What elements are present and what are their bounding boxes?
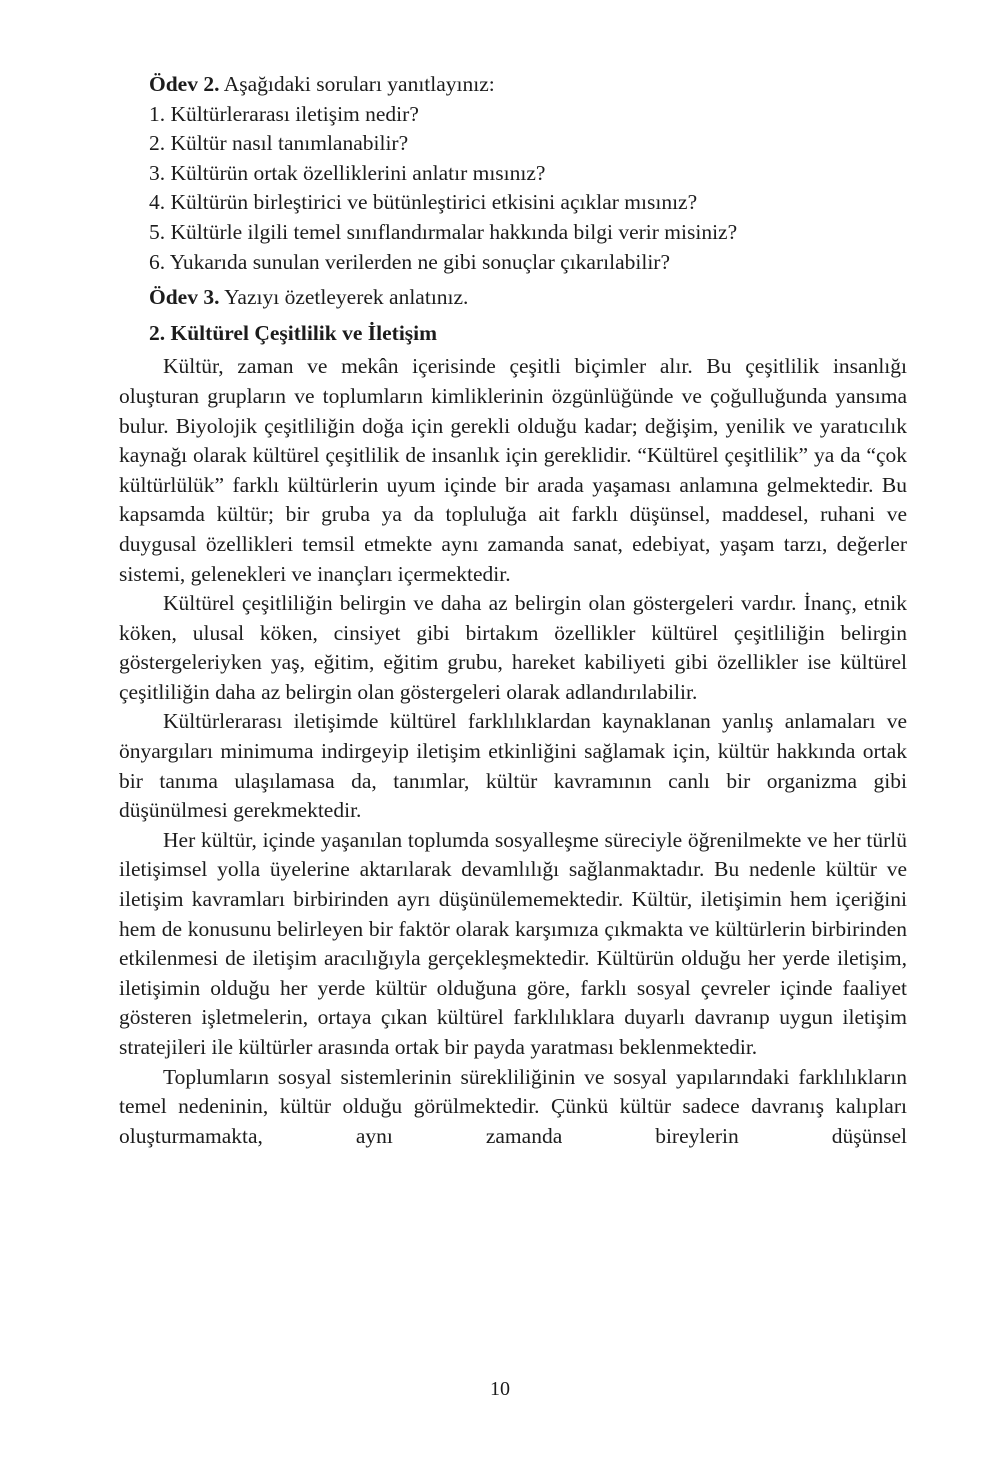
assignment-2-label: Ödev 2.	[149, 72, 220, 96]
section-heading: 2. Kültürel Çeşitlilik ve İletişim	[149, 320, 438, 345]
question-1: 1. Kültürlerarası iletişim nedir?	[149, 101, 419, 126]
question-2: 2. Kültür nasıl tanımlanabilir?	[149, 131, 409, 156]
paragraph-2: Kültürel çeşitliliğin belirgin ve daha az belirgin olan göstergeleri vardır. İnanç, etnik köken, ulusal köken, cinsiyet gibi birtakım özellikler kültürel çeşitliliğin belirgin göstergeleriyken yaş, eğitim, eğitim grubu, hareket kabiliyeti gibi özellikler ise kültürel çeşitliliğin daha az belirgin olan göstergeleri olarak adlandırılabilir.	[119, 591, 907, 704]
page-content	[119, 70, 907, 1151]
paragraph-5: Toplumların sosyal sistemlerinin sürekliliğinin ve sosyal yapılarındaki farklılıkların temel nedeninin, kültür olduğu görülmektedir. Çünkü kültür sadece davranış kalıpları oluşturmamakta, aynı zamanda bireylerin düşünsel	[119, 1064, 907, 1148]
assignment-3-label: Ödev 3.	[149, 285, 220, 310]
paragraph-3: Kültürlerarası iletişimde kültürel farklılıklardan kaynaklanan yanlış anlamaları ve önyargıları minimuma indirgeyip iletişim etkinliğini sağlamak için, kültür hakkında ortak bir tanıma ulaşılamasa da, tanımlar, kültür kavramının canlı bir organizma gibi düşünülmesi gerekmektedir.	[119, 709, 907, 823]
assignment-3-line	[119, 283, 907, 313]
paragraph-4: Her kültür, içinde yaşanılan toplumda sosyalleşme süreciyle öğrenilmekte ve her türlü iletişimsel yolla üyelerine aktarılarak devamlılığı sağlanmaktadır. Bu nedenle kültür ve iletişim kavramları birbirinden ayrı düşünülememektedir. Kültür, iletişimin hem içeriğini hem de konusunu belirleyen bir faktör olarak karşımıza çıkmakta ve kültürlerin birbirinden etkilenmesi de iletişim aracılığıyla gerçekleşmektedir. Kültürün olduğu her yerde iletişim, iletişimin olduğu her yerde kültür olduğuna göre, farklı sosyal çevreler içinde faaliyet gösteren işletmelerin, ortaya çıkan kültürel farklılıklara duyarlı davranıp uygun iletişim stratejileri ile kültürler arasında ortak bir payda yaratması beklenmektedir.	[119, 827, 907, 1059]
assignment-3-prompt: Yazıyı özetleyerek anlatınız.	[224, 285, 469, 310]
question-6: 6. Yukarıda sunulan verilerden ne gibi sonuçlar çıkarılabilir?	[149, 249, 670, 274]
question-4: 4. Kültürün birleştirici ve bütünleştirici etkisini açıklar mısınız?	[149, 190, 698, 215]
question-5: 5. Kültürle ilgili temel sınıflandırmalar hakkında bilgi verir misiniz?	[149, 219, 738, 244]
page-number: 10	[490, 1378, 510, 1400]
paragraph-1: Kültür, zaman ve mekân içerisinde çeşitli biçimler alır. Bu çeşitlilik insanlığı oluşturan grupların ve toplumların kimliklerinin özgünlüğünde ve çoğulluğunda yansıma bulur. Biyolojik çeşitliliğin doğa için gerekli olduğu kadar; değişim, yenilik ve yaratıcılık kaynağı olarak kültürel çeşitlilik de insanlık için gereklidir. “Kültürel çeşitlilik” ya da “çok kültürlülük” farklı kültürlerin uyum içinde bir arada yaşaması anlamına gelmektedir. Bu kapsamda kültür; bir gruba ya da topluluğa ait farklı düşünsel, maddesel, ruhani ve duygusal özellikleri temsil etmekte aynı zamanda sanat, edebiyat, yaşam tarzı, değerler sistemi, gelenekleri ve inançları içermektedir.	[119, 354, 907, 586]
assignment-2-line	[119, 70, 907, 100]
assignment-2-prompt: Aşağıdaki soruları yanıtlayınız:	[223, 72, 495, 96]
question-3: 3. Kültürün ortak özelliklerini anlatır mısınız?	[149, 160, 546, 185]
